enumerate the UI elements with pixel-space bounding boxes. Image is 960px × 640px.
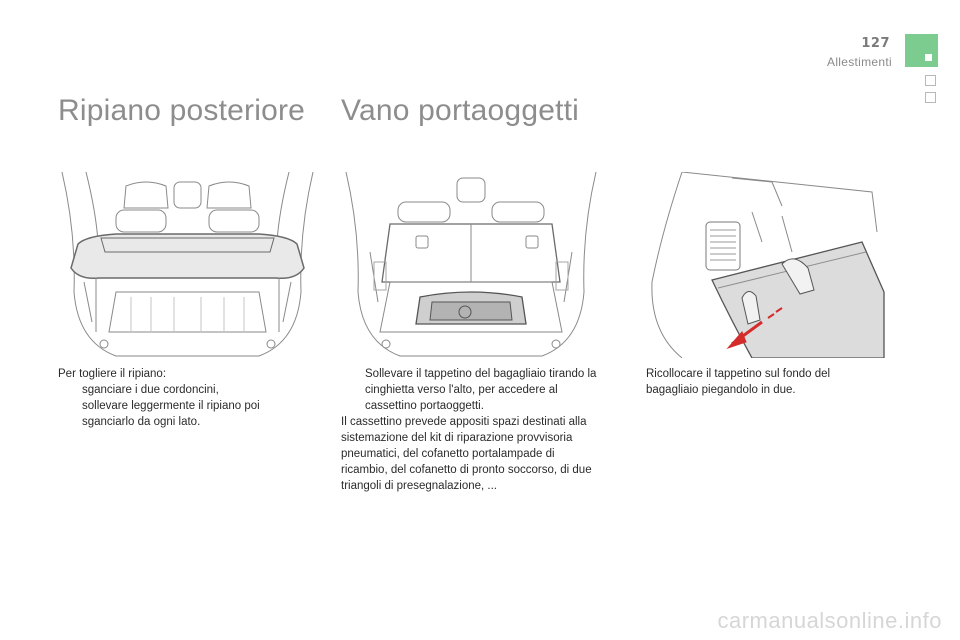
watermark: carmanualsonline.info	[717, 608, 942, 633]
bullet-icon	[622, 366, 646, 398]
boot-parcel-shelf-illustration	[56, 172, 319, 358]
rear-shelf-instructions	[58, 366, 298, 430]
section-tab-3[interactable]	[925, 92, 936, 103]
list-item-text: Sollevare il tappetino del bagagliaio tirando la cinghietta verso l'alto, per accedere al cassettino portaoggetti.	[365, 368, 597, 412]
section-tab-2[interactable]	[925, 75, 936, 86]
list-item	[58, 382, 298, 398]
tab-marker-icon	[925, 54, 932, 61]
bullet-icon	[58, 382, 82, 398]
floor-mat-instructions	[622, 366, 862, 398]
section-tab-active[interactable]	[905, 34, 938, 67]
list-item-text: sganciare i due cordoncini,	[82, 384, 219, 396]
bullet-icon	[58, 398, 82, 430]
title-storage: Vano portaoggetti	[341, 94, 580, 127]
list-item-text: Ricollocare il tappetino sul fondo del bagagliaio piegandolo in due.	[646, 368, 831, 396]
boot-floor-mat-fold-illustration	[622, 172, 885, 358]
list-item	[341, 366, 603, 414]
boot-storage-compartment-illustration	[340, 172, 602, 358]
storage-instructions	[341, 366, 603, 494]
section-name[interactable]: Allestimenti	[827, 55, 892, 69]
list-item	[58, 398, 298, 430]
title-rear-shelf: Ripiano posteriore	[58, 94, 306, 127]
page-number: 127	[861, 36, 890, 51]
list-item	[622, 366, 862, 398]
list-item-text: sollevare leggermente il ripiano poi sganciarlo da ogni lato.	[82, 400, 260, 428]
rear-shelf-intro: Per togliere il ripiano:	[58, 368, 167, 380]
storage-description: Il cassettino prevede appositi spazi destinati alla sistemazione del kit di riparazione provvisoria pneumatici, del cofanetto portalampade di ricambio, del cofanetto di pronto soccorso, di due triangoli di presegnalazione, ...	[341, 416, 592, 492]
bullet-icon	[341, 366, 365, 414]
